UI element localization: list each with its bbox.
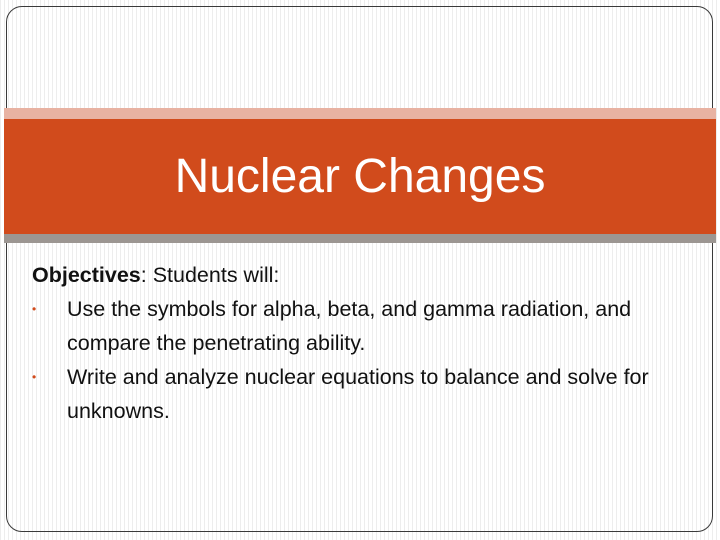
- slide-body: [32, 258, 682, 428]
- objectives-label: Objectives: [32, 263, 141, 287]
- title-band: [4, 108, 716, 244]
- list-item: [32, 292, 682, 360]
- title-band-top-stripe: [4, 108, 716, 119]
- slide-title: Nuclear Changes: [174, 150, 546, 203]
- bullet-icon: •: [32, 370, 37, 384]
- bullet-icon: •: [32, 302, 37, 316]
- list-item: [32, 360, 682, 428]
- title-band-bottom-stripe: [4, 234, 716, 243]
- objectives-intro: : Students will:: [140, 263, 280, 287]
- bullet-text: Use the symbols for alpha, beta, and gamma radiation, and compare the penetrating ability.: [67, 297, 632, 355]
- bullet-text: Write and analyze nuclear equations to balance and solve for unknowns.: [67, 365, 649, 423]
- objectives-heading: [32, 258, 682, 292]
- objectives-list: [32, 292, 682, 428]
